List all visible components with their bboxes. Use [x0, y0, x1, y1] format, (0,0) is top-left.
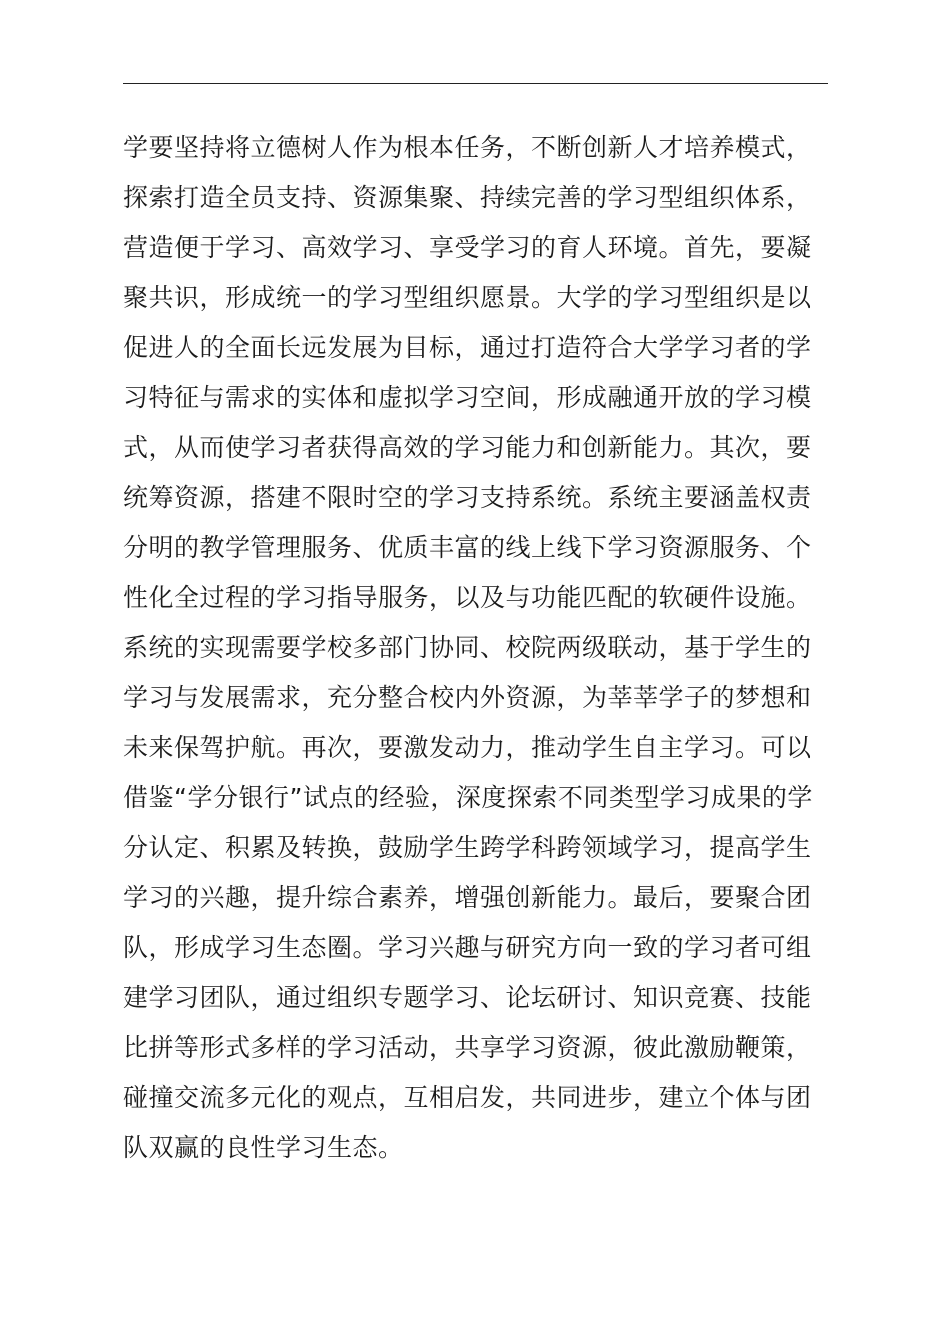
- text-line: 建学习团队，通过组织专题学习、论坛研讨、知识竞赛、技能: [123, 983, 812, 1012]
- text-line: 分明的教学管理服务、优质丰富的线上线下学习资源服务、个: [123, 533, 812, 562]
- text-line: 系统的实现需要学校多部门协同、校院两级联动，基于学生的: [123, 633, 812, 662]
- text-line: 统筹资源，搭建不限时空的学习支持系统。系统主要涵盖权责: [123, 483, 812, 512]
- header-rule: [123, 83, 828, 84]
- text-line: 借鉴“学分银行”试点的经验，深度探索不同类型学习成果的学: [123, 783, 813, 812]
- text-line: 聚共识，形成统一的学习型组织愿景。大学的学习型组织是以: [123, 283, 812, 312]
- text-line: 碰撞交流多元化的观点，互相启发，共同进步，建立个体与团: [123, 1083, 812, 1112]
- text-line: 式，从而使学习者获得高效的学习能力和创新能力。其次，要: [123, 433, 812, 462]
- text-line: 未来保驾护航。再次，要激发动力，推动学生自主学习。可以: [123, 733, 812, 762]
- text-line: 队，形成学习生态圈。学习兴趣与研究方向一致的学习者可组: [123, 933, 812, 962]
- text-line: 比拼等形式多样的学习活动，共享学习资源，彼此激励鞭策，: [123, 1033, 812, 1062]
- text-line: 学习与发展需求，充分整合校内外资源，为莘莘学子的梦想和: [123, 683, 812, 712]
- text-line: 探索打造全员支持、资源集聚、持续完善的学习型组织体系，: [123, 183, 812, 212]
- text-line: 学要坚持将立德树人作为根本任务，不断创新人才培养模式，: [123, 133, 812, 162]
- text-line: 学习的兴趣，提升综合素养，增强创新能力。最后，要聚合团: [123, 883, 812, 912]
- text-line: 分认定、积累及转换，鼓励学生跨学科跨领域学习，提高学生: [123, 833, 812, 862]
- text-line: 营造便于学习、高效学习、享受学习的育人环境。首先，要凝: [123, 233, 812, 262]
- text-line: 性化全过程的学习指导服务，以及与功能匹配的软硬件设施。: [123, 583, 812, 612]
- text-line: 促进人的全面长远发展为目标，通过打造符合大学学习者的学: [123, 333, 812, 362]
- text-line: 习特征与需求的实体和虚拟学习空间，形成融通开放的学习模: [123, 383, 812, 412]
- body-paragraph: [123, 123, 828, 1173]
- text-line: 队双赢的良性学习生态。: [123, 1133, 404, 1162]
